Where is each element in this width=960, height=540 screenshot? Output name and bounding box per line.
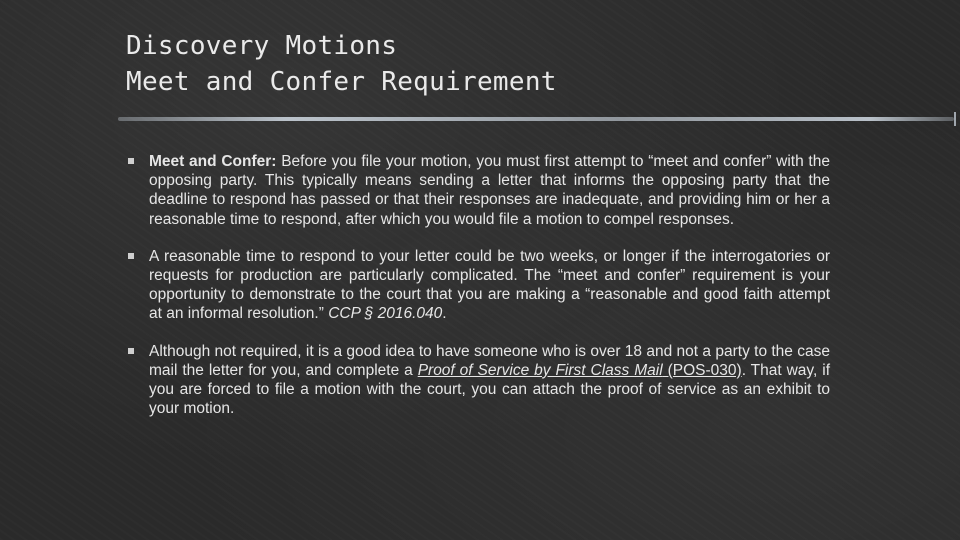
bullet-meet-and-confer (128, 152, 830, 229)
proof-of-service-link[interactable]: Proof of Service by First Class Mail (417, 361, 663, 379)
slide-title-line-1: Discovery Motions (126, 31, 398, 61)
citation-period: . (442, 305, 447, 323)
square-bullet-icon (128, 348, 134, 354)
bullet-proof-of-service (128, 342, 830, 419)
slide-title-line-2: Meet and Confer Requirement (126, 67, 557, 97)
bullet-text-after-link: . That way, if you are forced to file a motion with the court, you can attach the proof of service as an exhibit to your motion. (149, 361, 831, 418)
bullet-text-before-link: Although not required, it is a good idea to have someone who is over 18 and not a party to the case mail the letter for you, and complete a (149, 342, 830, 379)
bullet-text: Before you file your motion, you must first attempt to “meet and confer” with the opposing party. This typically means sending a letter that informs the opposing party that the deadline to respond has passed or that their responses are inadequate, and providing him or her a reasonable time to respond, after which you would file a motion to compel responses. (149, 153, 830, 228)
square-bullet-icon (128, 158, 134, 164)
bullet-lead-term: Meet and Confer: (149, 153, 277, 170)
divider-end-flourish (944, 112, 956, 126)
bullet-reasonable-time (128, 247, 830, 324)
bullet-list (128, 152, 830, 436)
bullet-text: A reasonable time to respond to your letter could be two weeks, or longer if the interrogatories or requests for production are particularly complicated. The “meet and confer” requirement is your opportunity to demonstrate to the court that you are making a “reasonable and good faith attempt at an informal resolution.” (149, 247, 830, 323)
statute-citation: CCP § 2016.040 (328, 305, 443, 323)
slide-title (126, 28, 557, 100)
title-underline-divider (118, 117, 954, 121)
square-bullet-icon (128, 253, 134, 259)
form-code-link[interactable]: (POS-030) (662, 361, 742, 379)
